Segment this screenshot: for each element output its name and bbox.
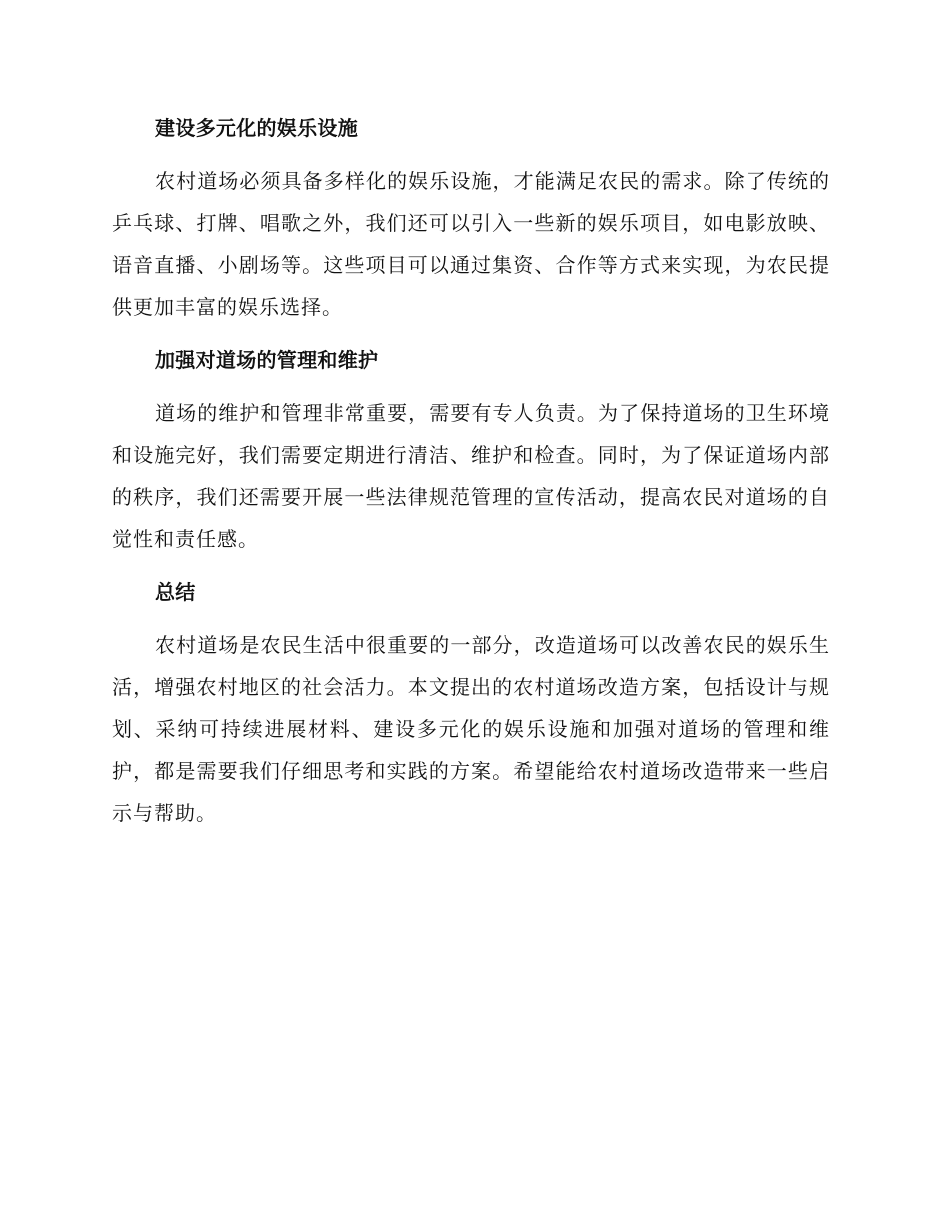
section-paragraph-management-maintenance: 道场的维护和管理非常重要，需要有专人负责。为了保持道场的卫生环境和设施完好，我们需要定期进行清洁、维护和检查。同时，为了保证道场内部的秩序，我们还需要开展一些法律规范管理的宣传活动，提高农民对道场的自觉性和责任感。	[112, 401, 830, 551]
section-paragraph-summary: 农村道场是农民生活中很重要的一部分，改造道场可以改善农民的娱乐生活，增强农村地区的社会活力。本文提出的农村道场改造方案，包括设计与规划、采纳可持续进展材料、建设多元化的娱乐设施和加强对道场的管理和维护，都是需要我们仔细思考和实践的方案。希望能给农村道场改造带来一些启示与帮助。	[112, 633, 830, 825]
section-paragraph-entertainment-facilities: 农村道场必须具备多样化的娱乐设施，才能满足农民的需求。除了传统的乒乓球、打牌、唱歌之外，我们还可以引入一些新的娱乐项目，如电影放映、语音直播、小剧场等。这些项目可以通过集资、合作等方式来实现，为农民提供更加丰富的娱乐选择。	[112, 169, 830, 319]
section-heading-entertainment-facilities: 建设多元化的娱乐设施	[155, 116, 358, 140]
section-heading-summary: 总结	[155, 580, 196, 604]
section-heading-management-maintenance: 加强对道场的管理和维护	[155, 348, 379, 372]
document-page	[112, 108, 830, 834]
